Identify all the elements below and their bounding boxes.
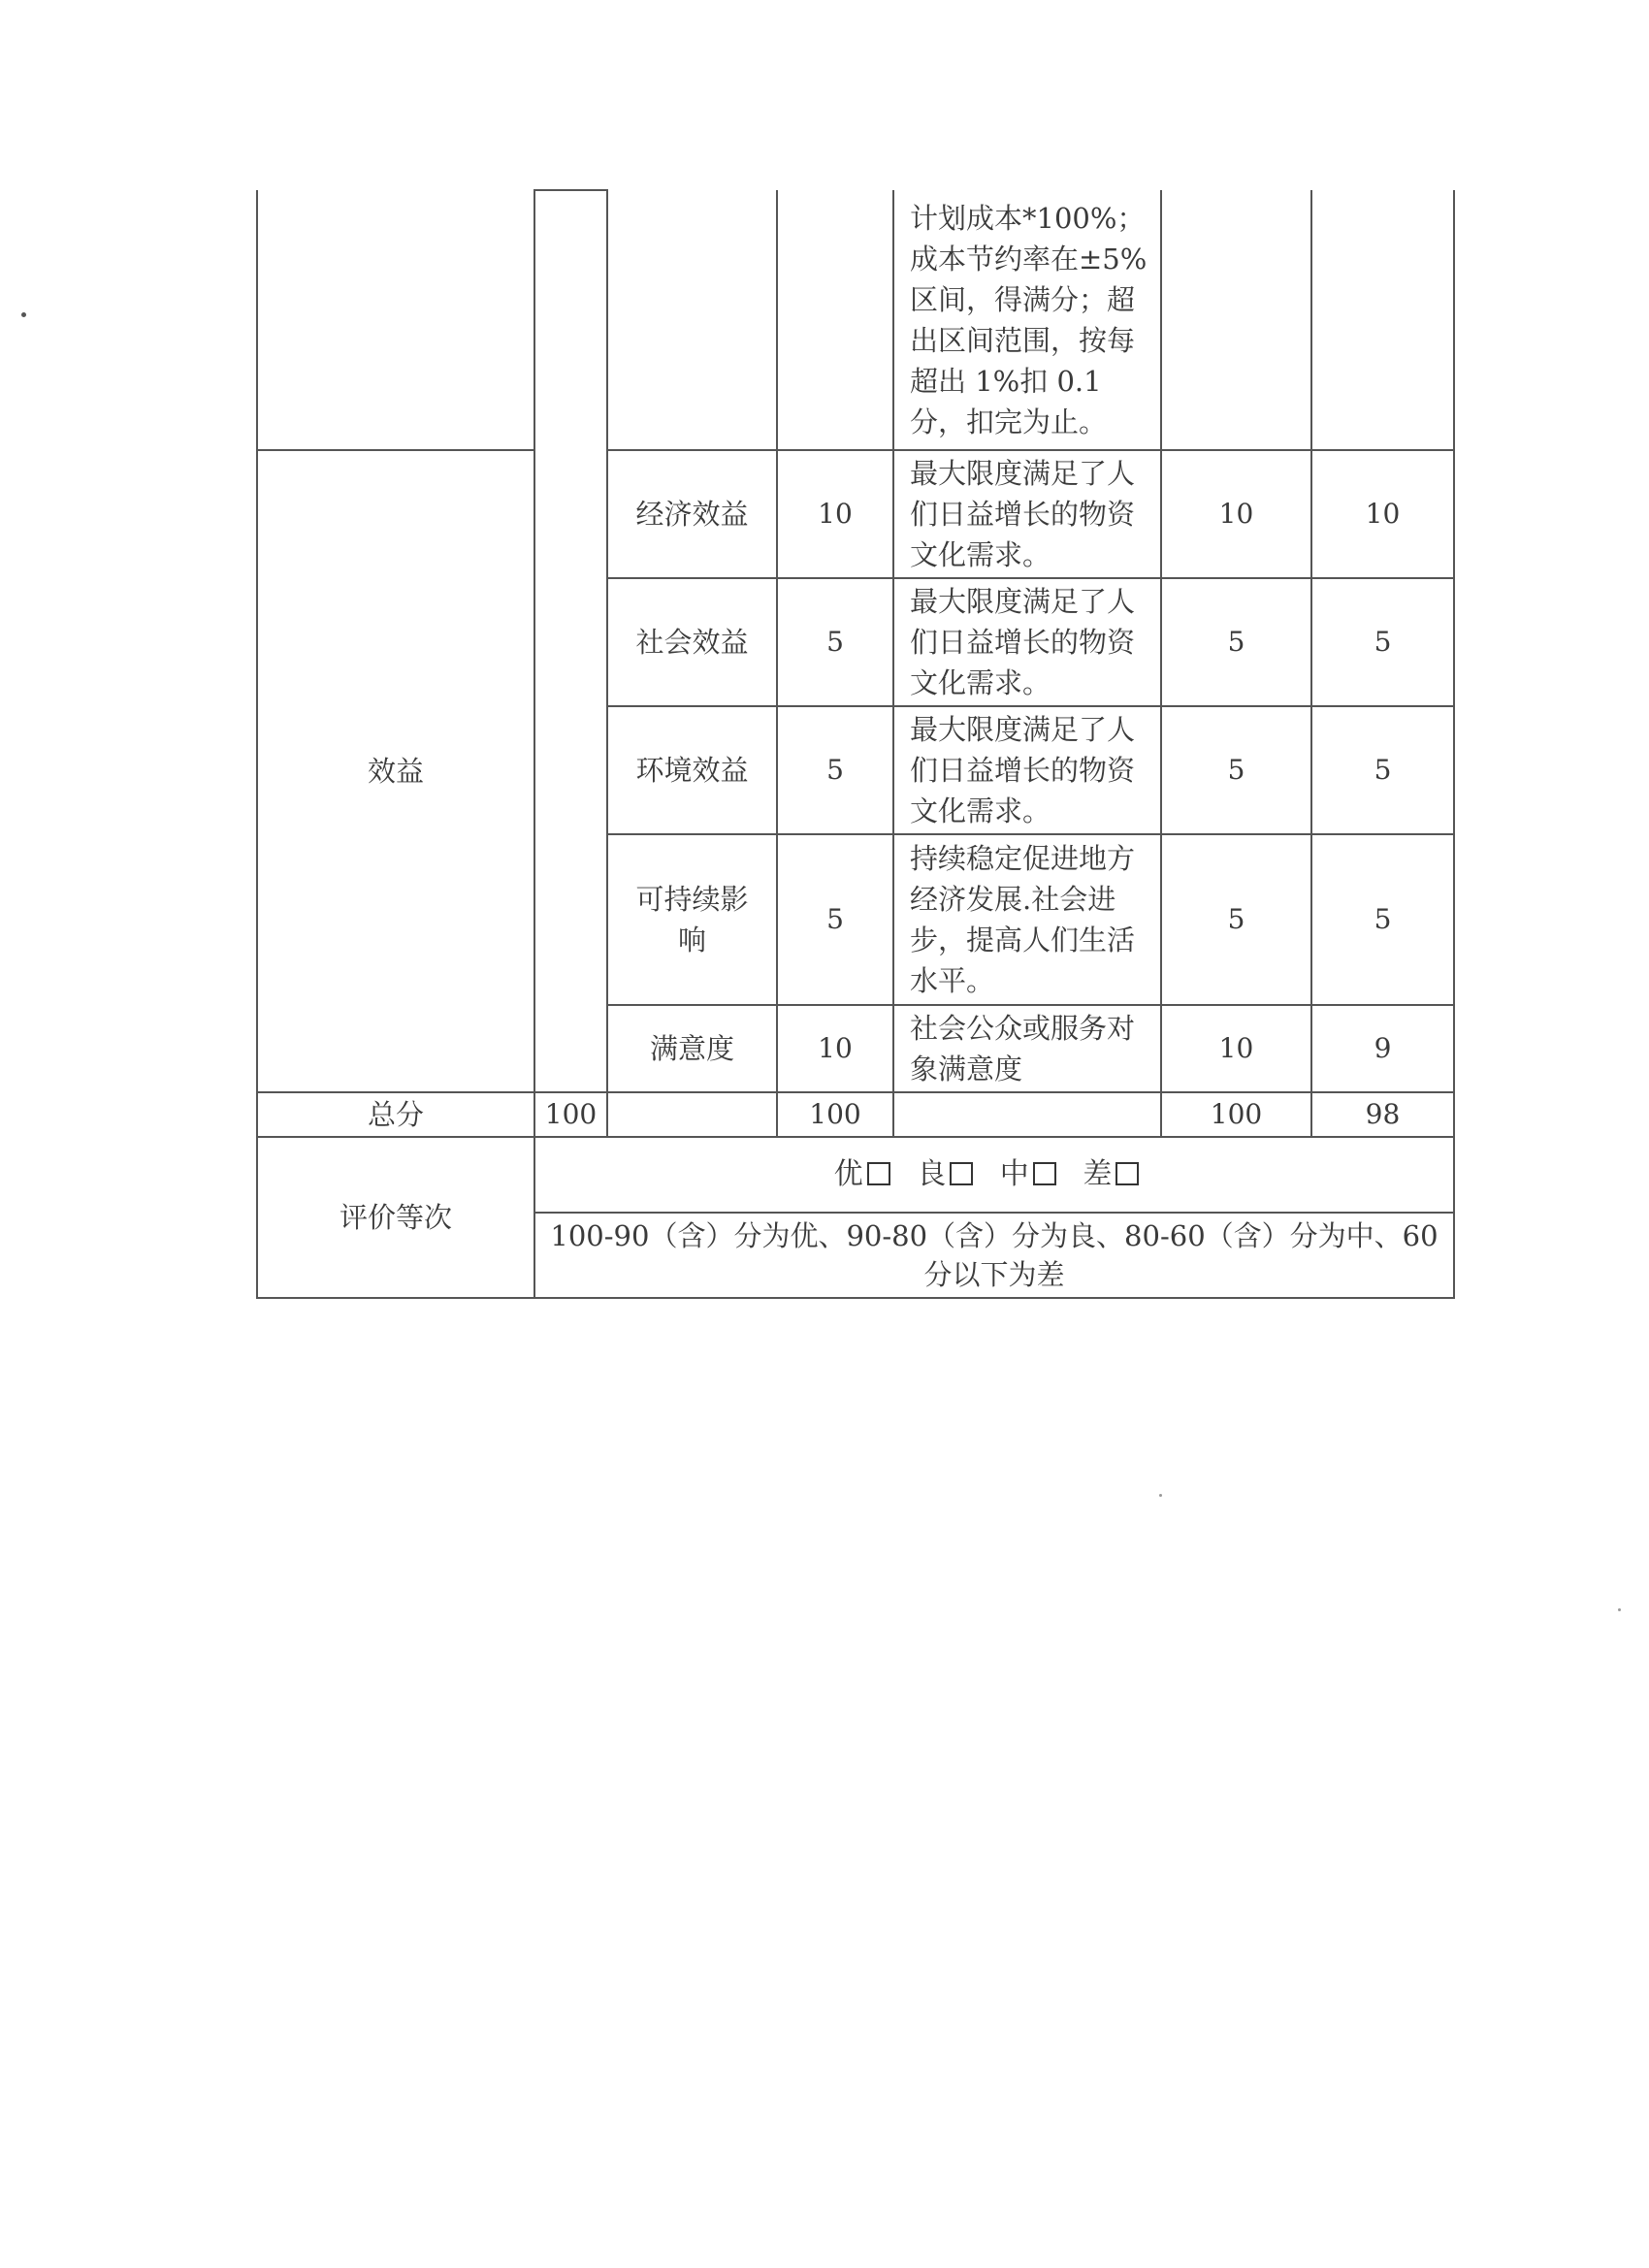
target-cell <box>1161 190 1311 450</box>
score-cell: 5 <box>1311 578 1454 706</box>
weight-cell: 5 <box>777 834 893 1005</box>
standard-cell: 社会公众或服务对象满意度 <box>893 1005 1161 1092</box>
category-cell: 效益 <box>257 450 534 1092</box>
target-cell: 10 <box>1161 450 1311 578</box>
checkbox-icon[interactable] <box>1116 1162 1139 1185</box>
indicator-cell <box>607 190 777 450</box>
score-cell: 5 <box>1311 706 1454 834</box>
scan-speck <box>21 312 26 317</box>
target-cell: 5 <box>1161 834 1311 1005</box>
indicator-cell: 可持续影响 <box>607 834 777 1005</box>
category-cell-continued <box>257 190 534 450</box>
score-cell: 10 <box>1311 450 1454 578</box>
total-indicator-cell <box>607 1092 777 1137</box>
standard-cell: 最大限度满足了人们日益增长的物资文化需求。 <box>893 706 1161 834</box>
indicator-cell: 满意度 <box>607 1005 777 1092</box>
grade-label: 评价等次 <box>257 1137 534 1298</box>
total-weight-group: 100 <box>534 1092 607 1137</box>
standard-cell: 持续稳定促进地方经济发展.社会进步，提高人们生活水平。 <box>893 834 1161 1005</box>
grade-options <box>534 1137 1454 1213</box>
target-cell: 10 <box>1161 1005 1311 1092</box>
total-weight: 100 <box>777 1092 893 1137</box>
target-cell: 5 <box>1161 706 1311 834</box>
checkbox-icon[interactable] <box>867 1162 890 1185</box>
score-cell <box>1311 190 1454 450</box>
target-cell: 5 <box>1161 578 1311 706</box>
grade-option-poor: 差 <box>1083 1157 1115 1191</box>
grade-option-medium: 中 <box>999 1157 1031 1191</box>
standard-cell: 计划成本*100%；成本节约率在±5%区间，得满分；超出区间范围，按每超出 1%扣 0.1 分，扣完为止。 <box>893 190 1161 450</box>
grade-criteria-note: 100-90（含）分为优、90-80（含）分为良、80-60（含）分为中、60分以下为差 <box>534 1213 1454 1298</box>
score-cell: 9 <box>1311 1005 1454 1092</box>
total-row <box>257 1092 1454 1137</box>
checkbox-icon[interactable] <box>950 1162 973 1185</box>
grade-row <box>257 1137 1454 1213</box>
grade-option-good: 良 <box>917 1157 949 1191</box>
total-standard-cell <box>893 1092 1161 1137</box>
weight-cell <box>777 190 893 450</box>
weight-cell: 10 <box>777 450 893 578</box>
indicator-cell: 经济效益 <box>607 450 777 578</box>
evaluation-table <box>256 189 1455 1299</box>
standard-cell: 最大限度满足了人们日益增长的物资文化需求。 <box>893 450 1161 578</box>
standard-cell: 最大限度满足了人们日益增长的物资文化需求。 <box>893 578 1161 706</box>
weight-cell: 10 <box>777 1005 893 1092</box>
table-row <box>257 190 1454 450</box>
weight-cell: 5 <box>777 706 893 834</box>
weight-cell: 5 <box>777 578 893 706</box>
total-label: 总分 <box>257 1092 534 1137</box>
total-score: 98 <box>1311 1092 1454 1137</box>
weight-group-cell <box>534 190 607 1092</box>
total-target: 100 <box>1161 1092 1311 1137</box>
grade-option-excellent: 优 <box>833 1157 865 1191</box>
scan-speck <box>1618 1608 1621 1611</box>
score-cell: 5 <box>1311 834 1454 1005</box>
table-row <box>257 450 1454 578</box>
scan-speck <box>1159 1494 1162 1497</box>
indicator-cell: 社会效益 <box>607 578 777 706</box>
checkbox-icon[interactable] <box>1033 1162 1056 1185</box>
indicator-cell: 环境效益 <box>607 706 777 834</box>
